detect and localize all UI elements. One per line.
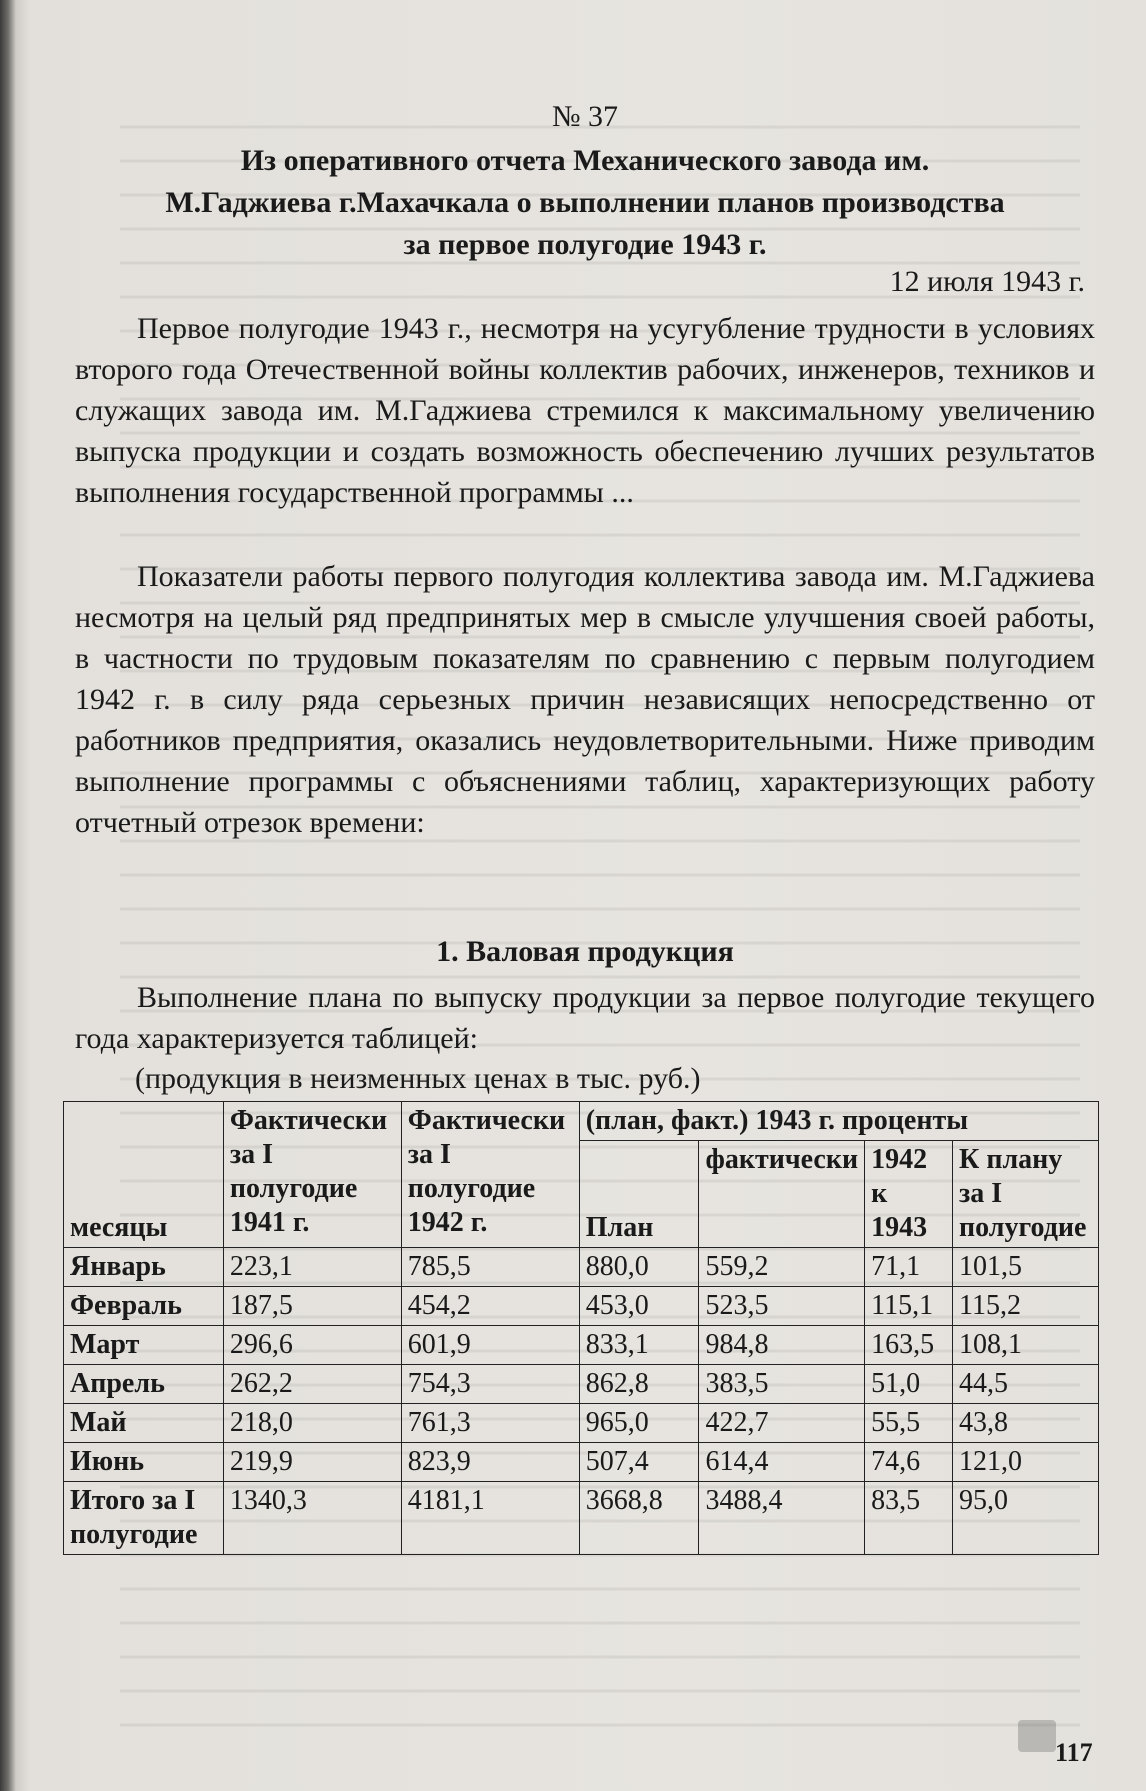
month-cell: Март <box>64 1326 224 1365</box>
title-line: за первое полугодие 1943 г. <box>403 228 767 261</box>
pct1942-cell: 74,6 <box>865 1443 953 1482</box>
pct-plan-cell: 108,1 <box>953 1326 1099 1365</box>
fact1941-cell: 262,2 <box>223 1365 401 1404</box>
month-cell: Итого за I полугодие <box>64 1482 224 1555</box>
header-plan: План <box>579 1141 699 1248</box>
pct1942-cell: 71,1 <box>865 1248 953 1287</box>
section-title: 1. Валовая продукция <box>436 935 734 968</box>
pct1942-cell: 51,0 <box>865 1365 953 1404</box>
pct1942-cell: 163,5 <box>865 1326 953 1365</box>
fact1942-cell: 761,3 <box>401 1404 579 1443</box>
table-row <box>64 1248 1099 1287</box>
plan-cell: 833,1 <box>579 1326 699 1365</box>
table-row <box>64 1365 1099 1404</box>
month-cell: Апрель <box>64 1365 224 1404</box>
table-header-row <box>64 1102 1099 1141</box>
fact-cell: 3488,4 <box>699 1482 865 1555</box>
page-number: 117 <box>1055 1738 1093 1767</box>
plan-cell: 880,0 <box>579 1248 699 1287</box>
month-cell: Май <box>64 1404 224 1443</box>
plan-cell: 453,0 <box>579 1287 699 1326</box>
production-table <box>63 1101 1099 1555</box>
paragraph-intro: Первое полугодие 1943 г., несмотря на усугубление трудности в условиях второго года Отечественной войны коллектив рабочих, инженеров, техников и служащих завода им. М.Гаджиева стремился к максимальному увеличению выпуска продукции и создать возможность обеспечению лучших результатов выполнения государственной программы ... <box>75 312 1095 509</box>
header-fact-1942: Фактически за I полугодие 1942 г. <box>401 1102 579 1248</box>
header-pct-1942: 1942 к 1943 <box>865 1141 953 1248</box>
fact-cell: 559,2 <box>699 1248 865 1287</box>
table-row <box>64 1404 1099 1443</box>
table-body <box>64 1248 1099 1555</box>
table-row <box>64 1326 1099 1365</box>
fact-cell: 422,7 <box>699 1404 865 1443</box>
pct-plan-cell: 43,8 <box>953 1404 1099 1443</box>
title-line: М.Гаджиева г.Махачкала о выполнении планов производства <box>165 186 1005 219</box>
units-note: (продукция в неизменных ценах в тыс. руб.) <box>135 1062 701 1095</box>
month-cell: Январь <box>64 1248 224 1287</box>
bleed-through-mark <box>1018 1720 1056 1752</box>
header-months: месяцы <box>64 1102 224 1248</box>
plan-cell: 862,8 <box>579 1365 699 1404</box>
table-row <box>64 1287 1099 1326</box>
header-fact-1941: Фактически за I полугодие 1941 г. <box>223 1102 401 1248</box>
fact1942-cell: 601,9 <box>401 1326 579 1365</box>
pct1942-cell: 55,5 <box>865 1404 953 1443</box>
pct1942-cell: 115,1 <box>865 1287 953 1326</box>
fact1941-cell: 223,1 <box>223 1248 401 1287</box>
pct-plan-cell: 101,5 <box>953 1248 1099 1287</box>
header-fact: фактически <box>699 1141 865 1248</box>
fact-cell: 614,4 <box>699 1443 865 1482</box>
month-cell: Июнь <box>64 1443 224 1482</box>
fact1942-cell: 823,9 <box>401 1443 579 1482</box>
fact1941-cell: 1340,3 <box>223 1482 401 1555</box>
fact-cell: 984,8 <box>699 1326 865 1365</box>
fact-cell: 383,5 <box>699 1365 865 1404</box>
document-title <box>75 140 1095 266</box>
document-date: 12 июля 1943 г. <box>889 265 1085 298</box>
fact1941-cell: 218,0 <box>223 1404 401 1443</box>
plan-cell: 3668,8 <box>579 1482 699 1555</box>
fact1941-cell: 296,6 <box>223 1326 401 1365</box>
document-number: № 37 <box>551 100 619 133</box>
pct-plan-cell: 95,0 <box>953 1482 1099 1555</box>
fact-cell: 523,5 <box>699 1287 865 1326</box>
plan-cell: 507,4 <box>579 1443 699 1482</box>
paragraph-table-intro: Выполнение плана по выпуску продукции за первое полугодие текущего года характеризуется таблицей: <box>75 981 1095 1055</box>
month-cell: Февраль <box>64 1287 224 1326</box>
header-pct-plan: К плану за I полугодие <box>953 1141 1099 1248</box>
pct-plan-cell: 44,5 <box>953 1365 1099 1404</box>
table-row-total <box>64 1482 1099 1555</box>
fact1942-cell: 785,5 <box>401 1248 579 1287</box>
fact1942-cell: 754,3 <box>401 1365 579 1404</box>
pct1942-cell: 83,5 <box>865 1482 953 1555</box>
header-group-1943: (план, факт.) 1943 г. проценты <box>579 1102 1098 1141</box>
pct-plan-cell: 115,2 <box>953 1287 1099 1326</box>
paragraph-indicators: Показатели работы первого полугодия коллектива завода им. М.Гаджиева несмотря на целый ряд предпринятых мер в смысле улучшения своей работы, в частности по трудовым показателям по сравнению с первым полугодием 1942 г. в силу ряда серьезных причин независящих непосредственно от работников предприятия, оказались неудовлетворительными. Ниже приводим выполнение программы с объяснениями таблиц, характеризующих работу отчетный отрезок времени: <box>75 560 1095 839</box>
plan-cell: 965,0 <box>579 1404 699 1443</box>
fact1941-cell: 187,5 <box>223 1287 401 1326</box>
table-row <box>64 1443 1099 1482</box>
fact1941-cell: 219,9 <box>223 1443 401 1482</box>
fact1942-cell: 4181,1 <box>401 1482 579 1555</box>
pct-plan-cell: 121,0 <box>953 1443 1099 1482</box>
title-line: Из оперативного отчета Механического завода им. <box>240 144 930 177</box>
fact1942-cell: 454,2 <box>401 1287 579 1326</box>
